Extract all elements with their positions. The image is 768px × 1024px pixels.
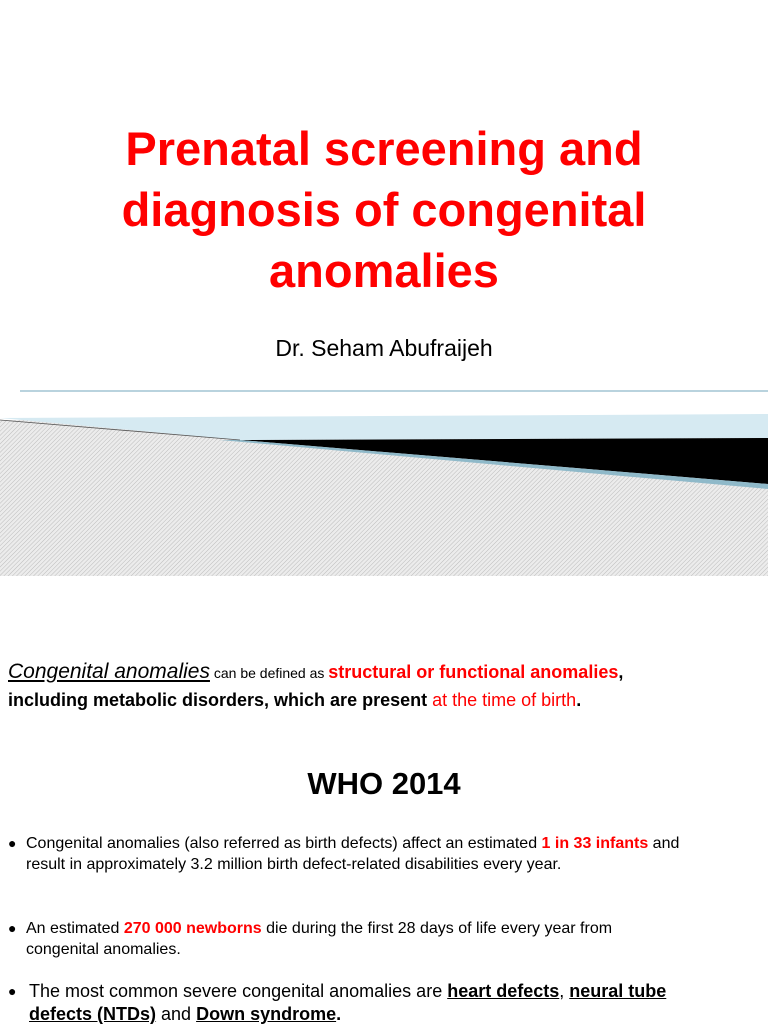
fact-item-3 [8, 980, 728, 1024]
decorative-banner [0, 380, 768, 576]
fact-text: and result in approximately 3.2 million birth defect-related disabilities every year. [26, 835, 680, 873]
fact-item-1 [8, 833, 688, 875]
definition-paragraph [8, 658, 758, 714]
fact-end: . [336, 1004, 342, 1024]
bullet-icon: ● [8, 983, 17, 999]
content-slide [0, 576, 768, 1024]
anomaly-heart-defects: heart defects [447, 981, 560, 1001]
anomaly-down-syndrome: Down syndrome [196, 1004, 337, 1024]
definition-highlight-1: structural or functional anomalies [328, 662, 619, 682]
fact-highlight: 270 000 newborns [123, 920, 262, 937]
definition-comma: , [618, 662, 624, 682]
fact-text: The most common severe congenital anomalies are [29, 981, 448, 1001]
presenter-name: Dr. Seham Abufraijeh [275, 335, 493, 361]
definition-period: . [576, 690, 582, 710]
fact-item-2 [8, 918, 688, 960]
fact-text: Congenital anomalies (also referred as birth defects) affect an estimated [26, 835, 542, 852]
bullet-icon: ● [8, 920, 17, 936]
fact-text: die during the first 28 days of life every year from congenital anomalies. [26, 920, 613, 958]
who-heading: WHO 2014 [307, 766, 461, 801]
anomaly-neural-tube-defects: neural tube defects (NTDs) [29, 981, 667, 1024]
definition-term: Congenital anomalies [8, 660, 210, 683]
definition-highlight-2: at the time of birth [432, 690, 577, 710]
fact-text: An estimated [26, 920, 124, 937]
definition-connector: can be defined as [209, 665, 329, 681]
definition-middle: including metabolic disorders, which are present [8, 690, 433, 710]
fact-highlight: 1 in 33 infants [541, 835, 649, 852]
bullet-icon: ● [8, 835, 17, 851]
fact-separator: , [559, 981, 570, 1001]
slide-title: Prenatal screening and diagnosis of congenital anomalies [121, 122, 647, 297]
fact-separator: and [156, 1004, 197, 1024]
